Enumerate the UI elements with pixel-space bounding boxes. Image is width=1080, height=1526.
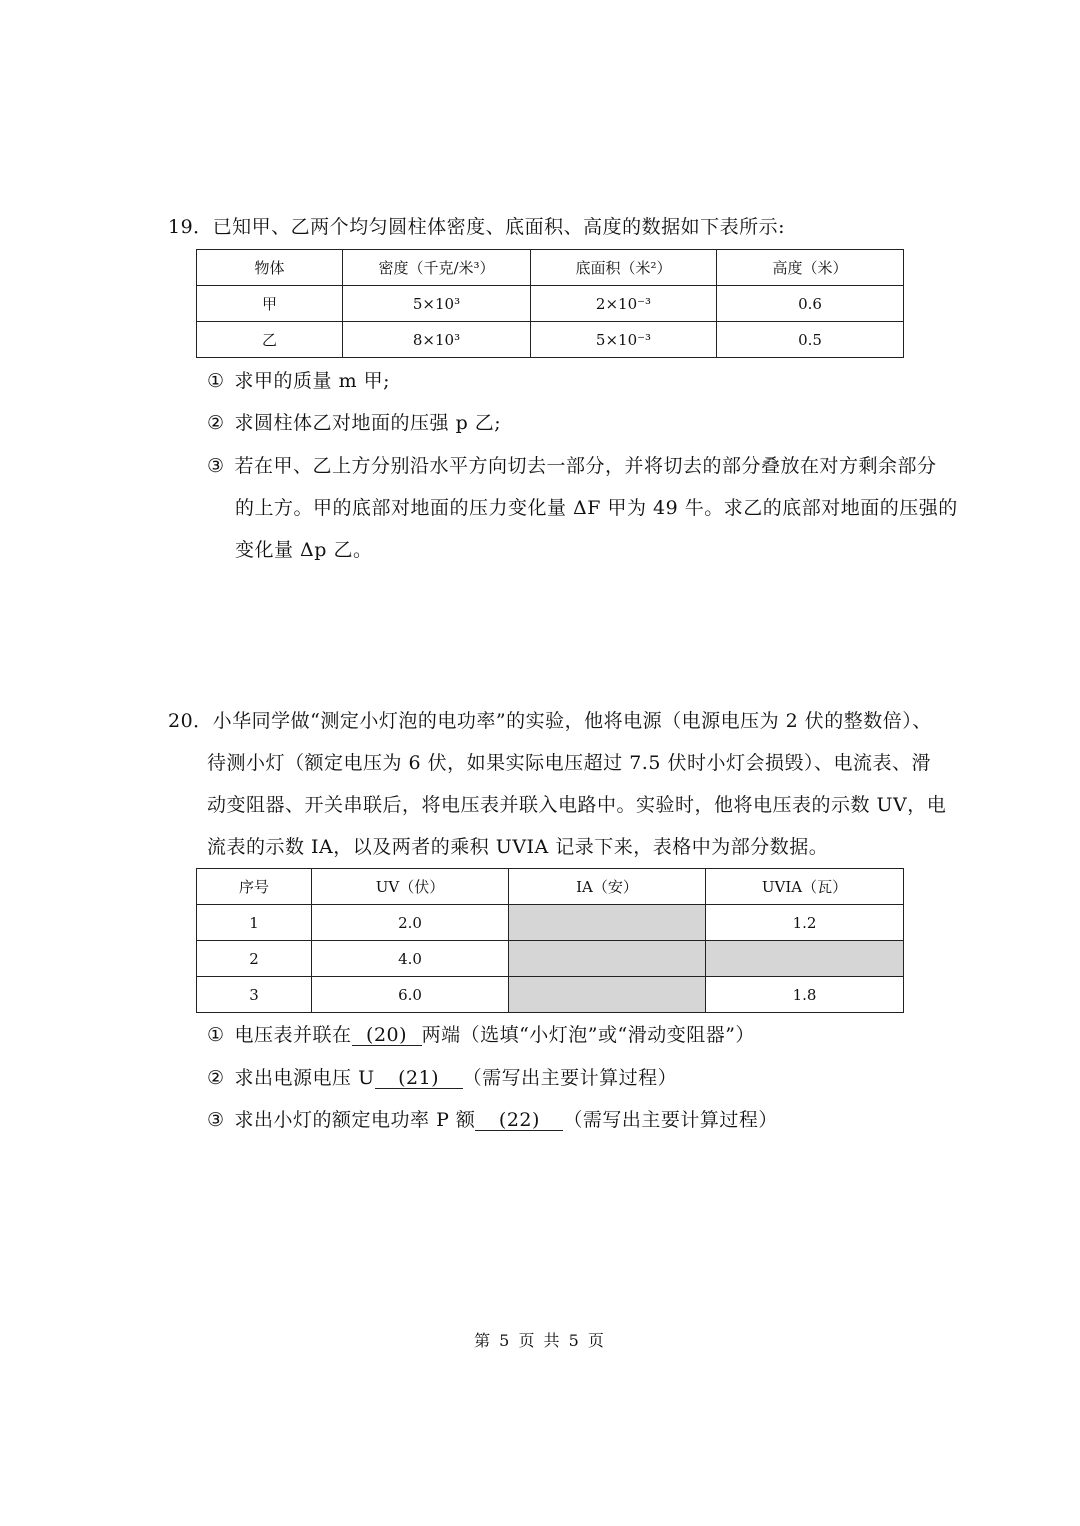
table-cell: 0.6 (717, 286, 904, 322)
circled-number: ① (207, 370, 225, 392)
q20-part3 (207, 1111, 778, 1131)
table-cell: 乙 (197, 322, 343, 358)
shaded-cell (509, 977, 706, 1013)
table-row (197, 905, 904, 941)
answer-blank-20[interactable]: (20) (352, 1026, 422, 1046)
q20-part1 (207, 1026, 755, 1046)
table-row (197, 977, 904, 1013)
q19-part2 (207, 414, 501, 433)
answer-blank-22[interactable]: (22) (475, 1111, 563, 1131)
q20-part3-post: （需写出主要计算过程） (563, 1109, 778, 1131)
table-cell: 1 (197, 905, 312, 941)
q20-line2: 待测小灯（额定电压为 6 伏，如果实际电压超过 7.5 伏时小灯会损毁）、电流表、滑 (207, 752, 931, 774)
q20-part2 (207, 1069, 677, 1089)
q20-line3: 动变阻器、开关串联后，将电压表并联入电路中。实验时，他将电压表的示数 UV，电 (207, 794, 947, 816)
q19-part2-text: 求圆柱体乙对地面的压强 p 乙; (234, 412, 502, 434)
table-cell: 1.8 (706, 977, 904, 1013)
table-cell: 甲 (197, 286, 343, 322)
q20-part1-pre: 电压表并联在 (234, 1024, 352, 1046)
table-row (197, 322, 904, 358)
table-row (197, 286, 904, 322)
page-footer: 第 5 页 共 5 页 (474, 1331, 606, 1350)
header-cell: 底面积（米²） (531, 250, 717, 286)
circled-number: ③ (207, 1109, 225, 1131)
header-cell: 序号 (197, 869, 312, 905)
table-row (197, 941, 904, 977)
q20-line1: 20．小华同学做“测定小灯泡的电功率”的实验，他将电源（电源电压为 2 伏的整数倍）、 (168, 710, 932, 732)
header-cell: 物体 (197, 250, 343, 286)
circled-number: ③ (207, 455, 225, 477)
shaded-cell (509, 941, 706, 977)
table-header-row (197, 869, 904, 905)
table-cell: 4.0 (312, 941, 509, 977)
table-header-row (197, 250, 904, 286)
table-cell: 1.2 (706, 905, 904, 941)
header-cell: UV（伏） (312, 869, 509, 905)
q19-title: 19．已知甲、乙两个均匀圆柱体密度、底面积、高度的数据如下表所示: (168, 216, 786, 238)
answer-blank-21[interactable]: (21) (375, 1069, 463, 1089)
table-cell: 6.0 (312, 977, 509, 1013)
table-cell: 0.5 (717, 322, 904, 358)
circled-number: ② (207, 412, 225, 434)
q19-part3 (207, 457, 937, 476)
circled-number: ① (207, 1024, 225, 1046)
q19-table (196, 249, 904, 358)
q20-table (196, 868, 904, 1013)
table-cell: 5×10³ (343, 286, 531, 322)
q20-part2-post: （需写出主要计算过程） (462, 1067, 678, 1089)
table-cell: 5×10⁻³ (531, 322, 717, 358)
table-cell: 3 (197, 977, 312, 1013)
q19-part3-line3: 变化量 Δp 乙。 (235, 539, 373, 561)
q19-part1-text: 求甲的质量 m 甲; (234, 370, 391, 392)
table-cell: 8×10³ (343, 322, 531, 358)
q20-part2-pre: 求出电源电压 U (234, 1067, 375, 1089)
table-cell: 2×10⁻³ (531, 286, 717, 322)
header-cell: 高度（米） (717, 250, 904, 286)
shaded-cell (706, 941, 904, 977)
q20-part1-post: 两端（选填“小灯泡”或“滑动变阻器”） (421, 1024, 755, 1046)
q20-line4: 流表的示数 IA，以及两者的乘积 UVIA 记录下来，表格中为部分数据。 (207, 836, 829, 858)
circled-number: ② (207, 1067, 225, 1089)
q20-part3-pre: 求出小灯的额定电功率 P 额 (234, 1109, 476, 1131)
header-cell: UVIA（瓦） (706, 869, 904, 905)
header-cell: IA（安） (509, 869, 706, 905)
table-cell: 2 (197, 941, 312, 977)
q19-part3-line1: 若在甲、乙上方分别沿水平方向切去一部分，并将切去的部分叠放在对方剩余部分 (234, 455, 937, 477)
table-cell: 2.0 (312, 905, 509, 941)
q19-part1 (207, 372, 390, 391)
header-cell: 密度（千克/米³） (343, 250, 531, 286)
shaded-cell (509, 905, 706, 941)
q19-part3-line2: 的上方。甲的底部对地面的压力变化量 ΔF 甲为 49 牛。求乙的底部对地面的压强的 (235, 497, 958, 519)
